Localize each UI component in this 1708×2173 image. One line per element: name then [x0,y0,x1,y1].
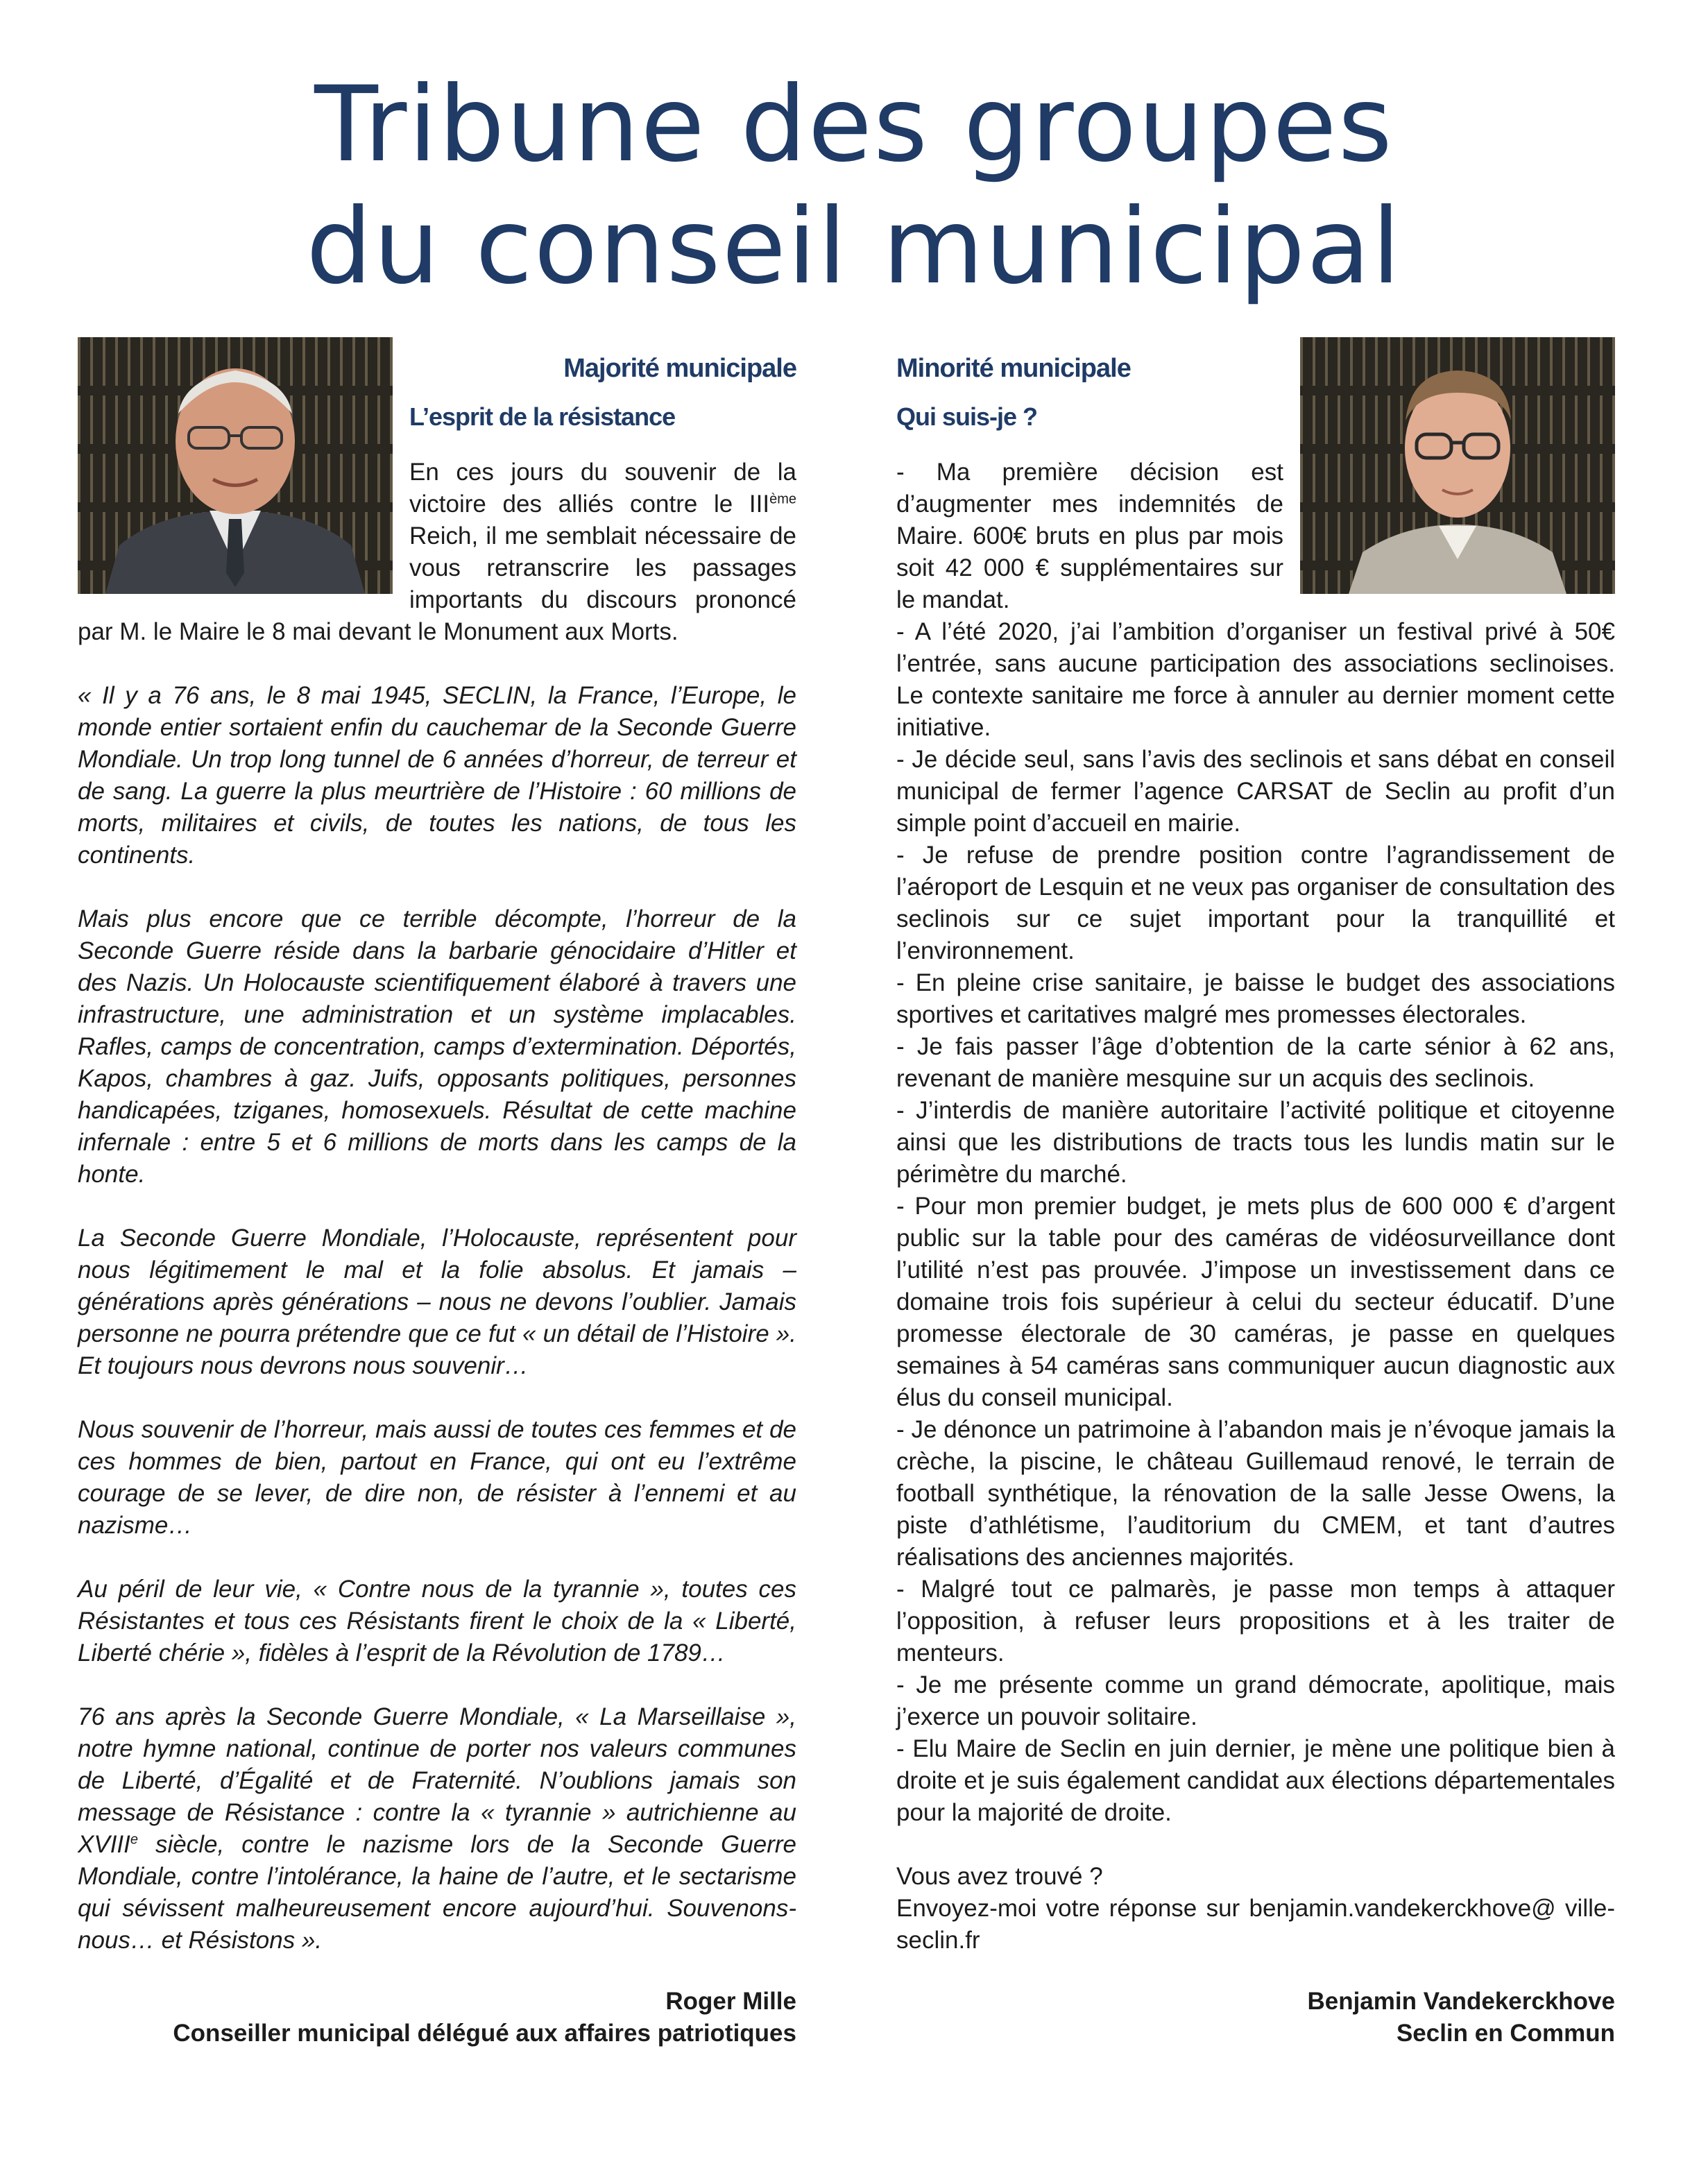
majority-signature-role: Conseiller municipal délégué aux affaires patriotiques [173,2020,796,2047]
majority-signature [78,1986,796,2050]
claim-item: - Je refuse de prendre position contre l’agrandissement de l’aéroport de Lesquin et ne veux pas organiser de consultation des seclinois sur ce sujet important pour la tranquillité et l’environnement. [896,842,1615,964]
closing-text: Envoyez-moi votre réponse sur benjamin.vandekerckhove@ ville-seclin.fr [896,1895,1615,1954]
closing-question: Vous avez trouvé ? [896,1863,1103,1890]
person-silhouette-icon [78,337,393,594]
majority-section-label: Majorité municipale [563,354,796,383]
speech-paragraph: Nous souvenir de l’horreur, mais aussi de toutes ces femmes et de ces hommes de bien, partout en France, qui ont eu l’extrême courage de se lever, de dire non, de résister à l’ennemi et au nazisme… [78,1416,796,1539]
minority-column [896,337,1615,1957]
minority-heading: Qui suis-je ? [896,402,1038,431]
minority-signature [896,1986,1615,2050]
speech-paragraph: La Seconde Guerre Mondiale, l’Holocauste, représentent pour nous légitimement le mal et la folie absolus. Et jamais – générations après générations – nous ne devons l’oublier. Jamais personne ne pourra prétendre que ce fut « un détail de l’Histoire ». Et toujours nous devrons nous souvenir… [78,1225,796,1379]
claim-item: - En pleine crise sanitaire, je baisse le budget des associations sportives et caritatives malgré mes promesses électorales. [896,969,1615,1028]
minority-section-label: Minorité municipale [896,354,1131,383]
speech-paragraph: Mais plus encore que ce terrible décompte, l’horreur de la Seconde Guerre réside dans la barbarie génocidaire d’Hitler et des Nazis. Un Holocauste scientifiquement élaboré à travers une infrastructure, une administration et un système implacables. Rafles, camps de concentration, camps d’extermination. Déportés, Kapos, chambres à gaz. Juifs, opposants politiques, personnes handicapées, tziganes, homosexuels. Résultat de cette machine infernale : entre 5 et 6 millions de morts dans les camps de la honte. [78,905,796,1188]
majority-heading: L’esprit de la résistance [409,402,676,431]
claim-item: - Elu Maire de Seclin en juin dernier, je mène une politique bien à droite et je suis également candidat aux élections départementales pour la majorité de droite. [896,1735,1615,1826]
claim-item: - J’interdis de manière autoritaire l’activité politique et citoyenne ainsi que les distributions de tracts tous les lundis matin sur le périmètre du marché. [896,1097,1615,1188]
claim-item: - Je décide seul, sans l’avis des seclinois et sans débat en conseil municipal de fermer l’agence CARSAT de Seclin au profit d’un simple point d’accueil en mairie. [896,746,1615,837]
claim-item: - Malgré tout ce palmarès, je passe mon temps à attaquer l’opposition, à refuser leurs propositions et à les traiter de menteurs. [896,1576,1615,1667]
speech-paragraph: Au péril de leur vie, « Contre nous de la tyrannie », toutes ces Résistantes et tous ces Résistants firent le choix de la « Liberté, Liberté chérie », fidèles à l’esprit de la Révolution de 1789… [78,1576,796,1667]
speech-paragraph-last: 76 ans après la Seconde Guerre Mondiale, « La Marseillaise », notre hymne national, continue de porter nos valeurs communes de Liberté, d’Égalité et de Fraternité. N’oublions jamais son message de Résistance : contre la « tyrannie » autrichienne au XVIIIe siècle, contre le nazisme lors de la Seconde Guerre Mondiale, contre l’intolérance, la haine de l’autre, et le sectarisme qui sévissent malheureusement encore aujourd’hui. Souvenons-nous… et Résistons ». [78,1703,796,1954]
claim-item: - A l’été 2020, j’ai l’ambition d’organiser un festival privé à 50€ l’entrée, sans aucune participation des associations seclinoises. Le contexte sanitaire me force à annuler au dernier moment cette initiative. [896,618,1615,741]
page-title [0,64,1708,308]
speech-paragraph: « Il y a 76 ans, le 8 mai 1945, SECLIN, la France, l’Europe, le monde entier sortaient enfin du cauchemar de la Seconde Guerre Mondiale. Un trop long tunnel de 6 années d’horreur, de terreur et de sang. La guerre la plus meurtrière de l’Histoire : 60 millions de morts, militaires et civils, de toutes les nations, de tous les continents. [78,682,796,869]
title-line-1: Tribune des groupes [314,65,1394,185]
claim-item: - Je me présente comme un grand démocrate, apolitique, mais j’exerce un pouvoir solitaire. [896,1671,1615,1730]
claim-item: - Je fais passer l’âge d’obtention de la carte sénior à 62 ans, revenant de manière mesquine sur un acquis des seclinois. [896,1033,1615,1092]
portrait-benjamin-vandekerckhove [1300,337,1615,594]
minority-signature-role: Seclin en Commun [1396,2020,1615,2047]
claim-item: - Je dénonce un patrimoine à l’abandon mais je n’évoque jamais la crèche, la piscine, le château Guillemaud renové, le terrain de football synthétique, la rénovation de la salle Jesse Owens, la piste d’athlétisme, l’auditorium du CMEM, et tant d’autres réalisations des anciennes majorités. [896,1416,1615,1571]
claim-item: - Pour mon premier budget, je mets plus de 600 000 € d’argent public sur la table pour des caméras de vidéosurveillance dont l’utilité n’est pas prouvée. J’impose un investissement dans ce domaine trois fois supérieur à celui du secteur éducatif. D’une promesse électorale de 30 caméras, je passe en quelques semaines à 54 caméras sans communiquer aucun diagnostic aux élus du conseil municipal. [896,1193,1615,1411]
majority-intro: En ces jours du souvenir de la victoire des alliés contre le IIIème Reich, il me semblait nécessaire de vous retranscrire les passages importants du discours prononcé par M. le Maire le 8 mai devant le Monument aux Morts. [78,459,796,645]
title-line-2: du conseil municipal [306,187,1402,307]
minority-signature-name: Benjamin Vandekerckhove [1307,1988,1615,2015]
claim-item: - Ma première décision est d’augmenter mes indemnités de Maire. 600€ bruts en plus par mois soit 42 000 € supplémentaires sur le mandat. [896,459,1283,613]
majority-column [78,337,796,1988]
majority-signature-name: Roger Mille [665,1988,796,2015]
portrait-roger-mille [78,337,393,594]
person-silhouette-icon [1300,337,1615,594]
